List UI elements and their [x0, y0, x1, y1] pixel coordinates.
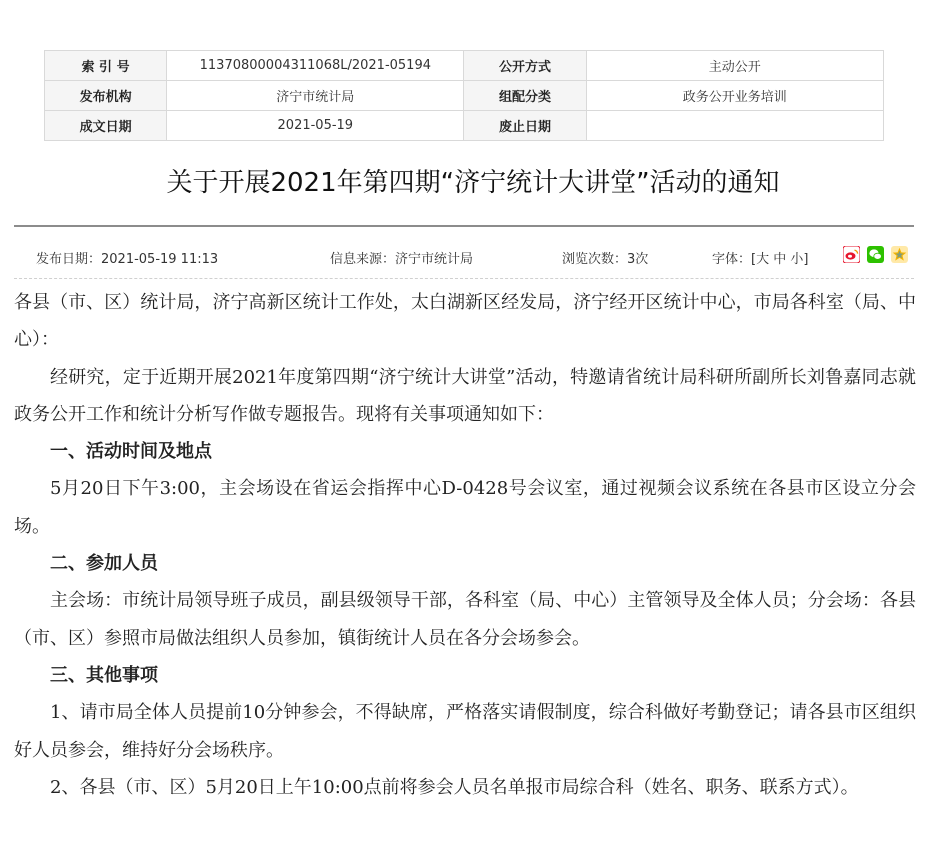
public-label: 公开方式 — [464, 51, 586, 81]
qzone-icon[interactable] — [891, 246, 908, 263]
date-label: 成文日期 — [45, 111, 167, 141]
wechat-icon[interactable] — [867, 246, 884, 263]
expire-value — [586, 111, 883, 141]
title-divider — [14, 225, 914, 227]
other-item-1: 1、请市局全体人员提前10分钟参会，不得缺席，严格落实请假制度，综合科做好考勤登记；请各县市区组织好人员参会，维持好分会场秩序。 — [14, 702, 916, 761]
page-title: 关于开展2021年第四期“济宁统计大讲堂”活动的通知 — [166, 168, 780, 198]
article-info-bar — [14, 232, 914, 279]
time-place-paragraph: 5月20日下午3:00，主会场设在省运会指挥中心D-0428号会议室，通过视频会议系统在各县市区设立分会场。 — [14, 478, 916, 537]
font-size-switcher[interactable]: 字体：[大 中 小] — [712, 252, 809, 267]
participants-paragraph: 主会场：市统计局领导班子成员，副县级领导干部，各科室（局、中心）主管领导及全体人员；分会场：各县（市、区）参照市局做法组织人员参加，镇街统计人员在各分会场参会。 — [14, 590, 916, 649]
issuer-value: 济宁市统计局 — [167, 81, 464, 111]
info-source: 信息来源：济宁市统计局 — [330, 252, 474, 267]
category-label: 组配分类 — [464, 81, 586, 111]
index-value: 11370800004311068L/2021-05194 — [167, 51, 464, 81]
weibo-icon[interactable] — [843, 246, 860, 263]
metadata-row — [45, 111, 884, 141]
intro-paragraph: 经研究，定于近期开展2021年度第四期“济宁统计大讲堂”活动，特邀请省统计局科研所副所长刘鲁嘉同志就政务公开工作和统计分析写作做专题报告。现将有关事项通知如下： — [14, 366, 916, 425]
publish-date: 发布日期：2021-05-19 11:13 — [36, 252, 219, 267]
section-heading-other: 三、其他事项 — [50, 664, 158, 686]
date-value: 2021-05-19 — [167, 111, 464, 141]
expire-label: 废止日期 — [464, 111, 586, 141]
article-body — [14, 284, 916, 806]
metadata-table — [44, 50, 884, 141]
issuer-label: 发布机构 — [45, 81, 167, 111]
other-item-2: 2、各县（市、区）5月20日上午10:00点前将参会人员名单报市局综合科（姓名、职务、联系方式）。 — [50, 776, 859, 798]
public-value: 主动公开 — [586, 51, 883, 81]
section-heading-time-place: 一、活动时间及地点 — [50, 441, 212, 463]
view-count: 浏览次数：3次 — [562, 252, 649, 267]
index-label: 索 引 号 — [45, 51, 167, 81]
salutation: 各县（市、区）统计局，济宁高新区统计工作处，太白湖新区经发局，济宁经开区统计中心，市局各科室（局、中心）： — [14, 292, 916, 351]
category-value: 政务公开业务培训 — [586, 81, 883, 111]
metadata-row — [45, 81, 884, 111]
section-heading-participants: 二、参加人员 — [50, 553, 158, 575]
metadata-row — [45, 51, 884, 81]
